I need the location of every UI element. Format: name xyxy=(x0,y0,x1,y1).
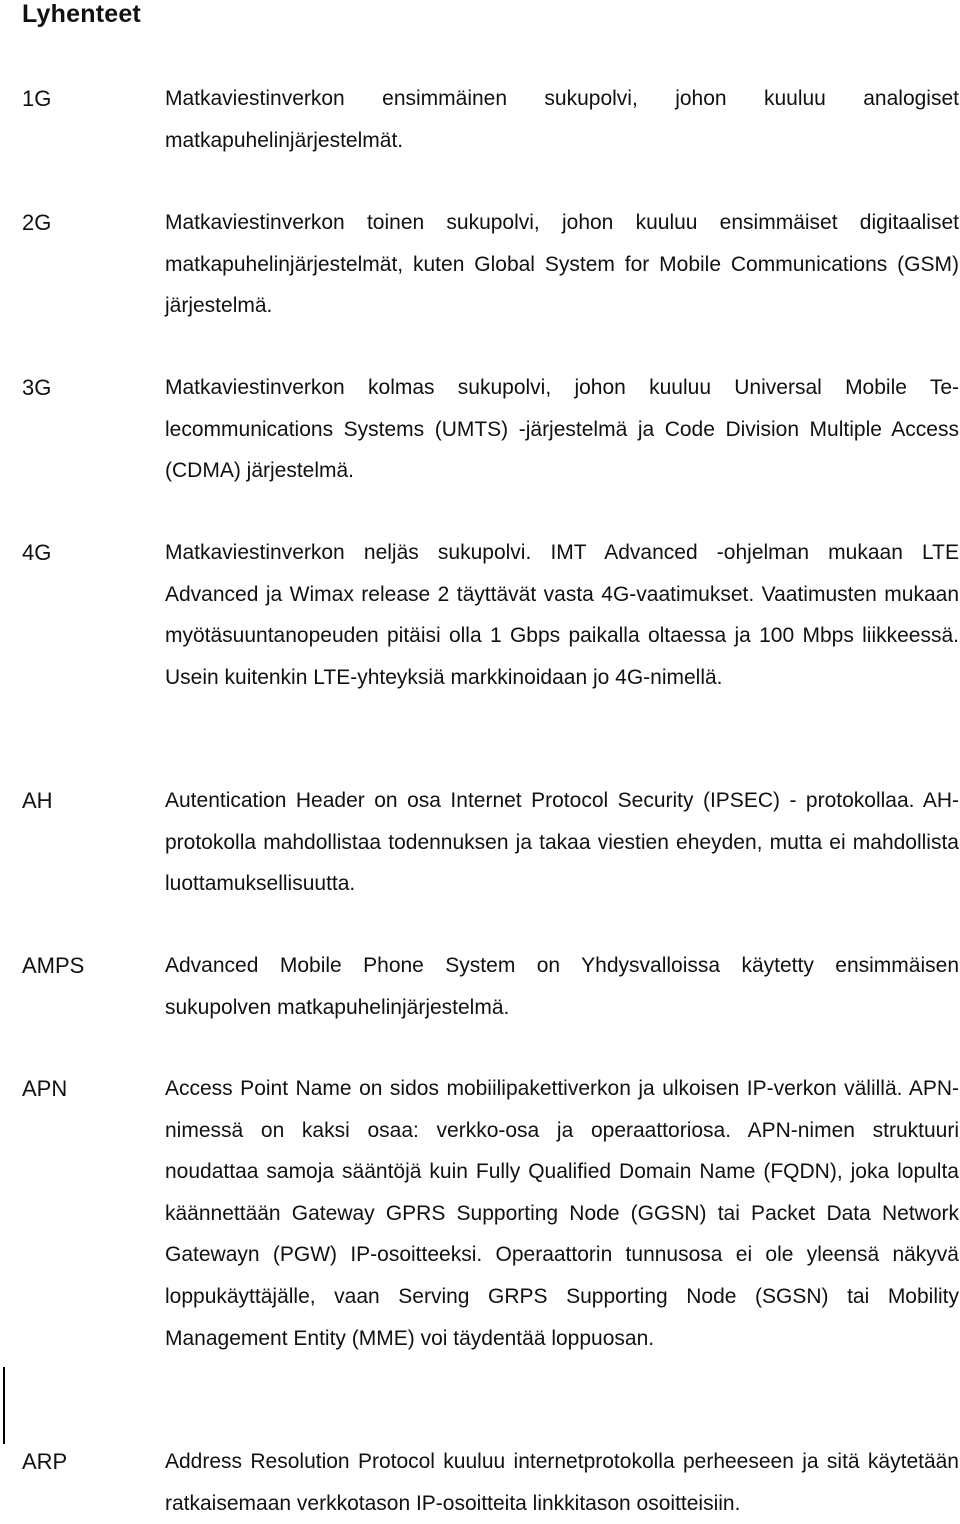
glossary-term: 4G xyxy=(22,540,52,565)
glossary-term: APN xyxy=(22,1076,68,1101)
glossary-term: 2G xyxy=(22,210,52,235)
glossary-term: AMPS xyxy=(22,953,85,978)
glossary-definition: Advanced Mobile Phone System on Yhdysvalloissa käytetty ensimmäisen sukupolven matkapuhelinjärjestelmä. xyxy=(165,954,959,1019)
glossary-definition: Matkaviestinverkon kolmas sukupolvi, johon kuuluu Universal Mobile Telecommunications Systems (UMTS) -järjestelmä ja Code Division Multiple Access (CDMA) järjestelmä. xyxy=(165,376,959,483)
glossary-definition: Matkaviestinverkon neljäs sukupolvi. IMT Advanced -ohjelman mukaan LTE Advanced ja Wimax release 2 täyttävät vasta 4G-vaatimukset. Vaatimusten mukaan myötäsuuntanopeuden pitäisi olla 1 Gbps paikalla oltaessa ja 100 Mbps liikkeessä. Usein kuitenkin LTE-yhteyksiä markkinoidaan jo 4G-nimellä. xyxy=(165,541,959,689)
glossary-term: ARP xyxy=(22,1449,68,1474)
page-title: Lyhenteet xyxy=(22,0,141,28)
glossary-definition: Address Resolution Protocol kuuluu internetprotokolla perheeseen ja sitä käytetään ratkaisemaan verkkotason IP-osoitteita linkkitason osoitteisiin. xyxy=(165,1450,959,1515)
glossary-definition: Matkaviestinverkon toinen sukupolvi, johon kuuluu ensimmäiset digitaaliset matkapuhelinjärjestelmät, kuten Global System for Mobile Communications (GSM) järjestelmä. xyxy=(165,211,959,318)
glossary-definition: Matkaviestinverkon ensimmäinen sukupolvi, johon kuuluu analogiset matkapuhelinjärjestelmät. xyxy=(165,87,959,152)
glossary-definition: Autentication Header on osa Internet Protocol Security (IPSEC) - protokollaa. AH-protokolla mahdollistaa todennuksen ja takaa viestien eheyden, mutta ei mahdollista luottamuksellisuutta. xyxy=(165,789,959,896)
glossary-term: 1G xyxy=(22,86,52,111)
glossary-term: AH xyxy=(22,788,53,813)
glossary-term: 3G xyxy=(22,375,52,400)
glossary-definition: Access Point Name on sidos mobiilipakettiverkon ja ulkoisen IP-verkon välillä. APN-nimessä on kaksi osaa: verkko-osa ja operaattoriosa. APN-nimen struktuuri noudattaa samoja sääntöjä kuin Fully Qualified Domain Name (FQDN), joka lopulta käännettään Gateway GPRS Supporting Node (GGSN) tai Packet Data Network Gatewayn (PGW) IP-osoitteeksi. Operaattorin tunnusosa ei ole yleensä näkyvä loppukäyttäjälle, vaan Serving GRPS Supporting Node (SGSN) tai Mobility Management Entity (MME) voi täydentää loppuosan. xyxy=(165,1077,959,1350)
margin-change-bar xyxy=(3,1367,5,1444)
